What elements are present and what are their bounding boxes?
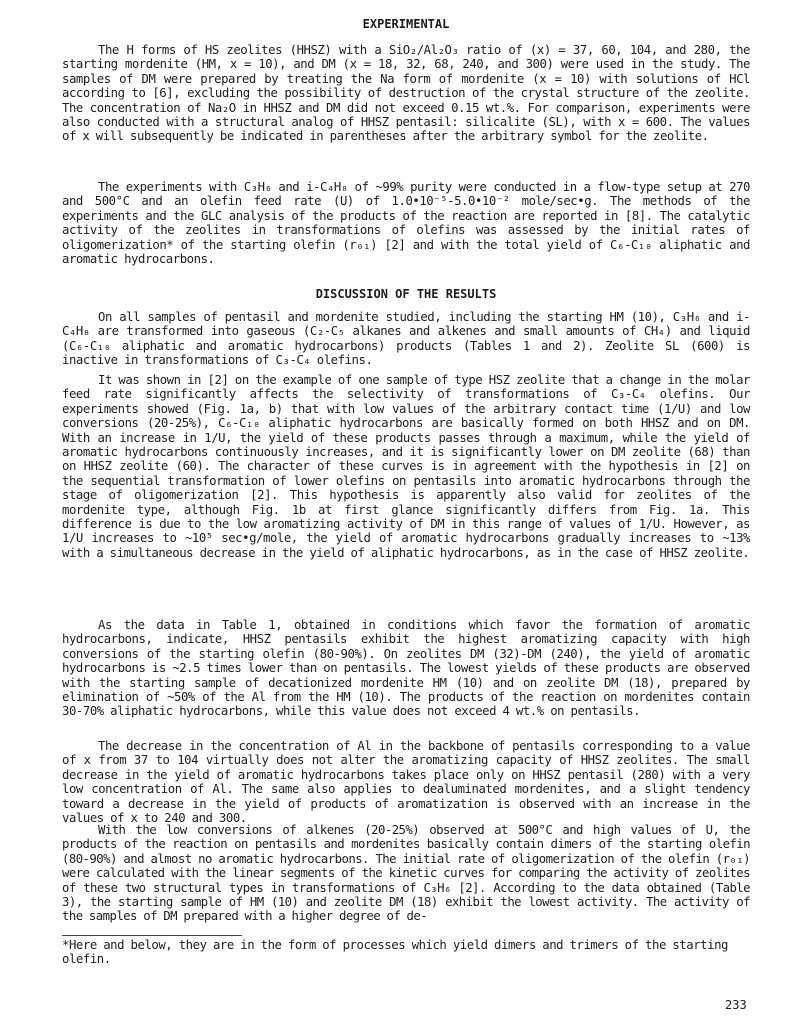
paper-page — [62, 0, 750, 1032]
paragraph-products-overview: On all samples of pentasil and mordenite studied, including the starting HM (10), C₃H₆ and i-C₄H₈ are transformed into gaseous (C₂-C₅ alkanes and alkenes and small amounts of CH₄) and liquid (C₆-C₁₀ aliphatic and aromatic hydrocarbons) products (Tables 1 and 2). Zeolite SL (600) is inactive in transformations of C₃-C₄ olefins. — [62, 310, 750, 368]
footnote-divider — [62, 935, 242, 936]
paragraph-al-concentration: The decrease in the concentration of Al in the backbone of pentasils corresponding to a value of x from 37 to 104 virtually does not alter the aromatizing capacity of HHSZ zeolites. The small decrease in the yield of aromatic hydrocarbons takes place only on HHSZ pentasil (280) with a very low concentration of Al. The same also applies to dealuminated mordenites, and a slight tendency toward a decrease in the yield of products of aromatization is observed with an increase in the values of x to 240 and 300. — [62, 739, 750, 826]
paragraph-table1-aromatizing: As the data in Table 1, obtained in conditions which favor the formation of aromatic hydrocarbons, indicate, HHSZ pentasils exhibit the highest aromatizing capacity with high conversions of the starting olefin (80-90%). On zeolites DM (32)-DM (240), the yield of aromatic hydrocarbons is ~2.5 times lower than on pentasils. The lowest yields of these products are observed with the starting sample of decationized mordenite HM (10) and on zeolite DM (18), prepared by elimination of ~50% of the Al from the HM (10). The products of the reaction on mordenites contain 30-70% aliphatic hydrocarbons, while this value does not exceed 4 wt.% on pentasils. — [62, 618, 750, 719]
paragraph-experiment-methods: The experiments with C₃H₆ and i-C₄H₈ of ~99% purity were conducted in a flow-type setup at 270 and 500°C and an olefin feed rate (U) of 1.0•10⁻⁵-5.0•10⁻² mole/sec•g. The methods of the experiments and the GLC analysis of the products of the reaction are reported in [8]. The catalytic activity of the zeolites in transformations of olefins was assessed by the initial rates of oligomerization* of the starting olefin (r₀₁) [2] and with the total yield of C₆-C₁₀ aliphatic and aromatic hydrocarbons. — [62, 180, 750, 267]
footnote: *Here and below, they are in the form of processes which yield dimers and trimers of the starting olefin. — [62, 938, 728, 967]
page-number: 233 — [725, 998, 747, 1012]
section-heading-discussion: DISCUSSION OF THE RESULTS — [315, 287, 497, 301]
paragraph-feed-rate-selectivity: It was shown in [2] on the example of one sample of type HSZ zeolite that a change in the molar feed rate significantly affects the selectivity of transformations of C₃-C₄ olefins. Our experiments showed (Fig. 1a, b) that with low values of the arbitrary contact time (1/U) and low conversions (20-25%), C₆-C₁₀ aliphatic hydrocarbons are basically formed on both HHSZ and on DM. With an increase in 1/U, the yield of these products passes through a maximum, while the yield of aromatic hydrocarbons continuously increases, and it is significantly lower on DM zeolite (68) than on HHSZ zeolite (60). The character of these curves is in agreement with the hypothesis in [2] on the sequential transformation of lower olefins on pentasils into aromatic hydrocarbons through the stage of oligomerization [2]. This hypothesis is apparently also valid for zeolites of the mordenite type, although Fig. 1b at first glance significantly differs from Fig. 1a. This difference is due to the low aromatizing activity of DM in this range of values of 1/U. However, as 1/U increases to ~10⁵ sec•g/mole, the yield of aromatic hydrocarbons gradually increases to ~13% with a simultaneous decrease in the yield of aliphatic hydrocarbons, as in the case of HHSZ zeolite. — [62, 373, 750, 560]
section-heading-experimental: EXPERIMENTAL — [362, 17, 450, 31]
paragraph-oligomerization-rate: With the low conversions of alkenes (20-25%) observed at 500°C and high values of U, the products of the reaction on pentasils and mordenites basically contain dimers of the starting olefin (80-90%) and almost no aromatic hydrocarbons. The initial rate of oligomerization of the olefin (r₀₁) were calculated with the linear segments of the kinetic curves for comparing the activity of zeolites of these two structural types in transformations of C₃H₆ [2]. According to the data obtained (Table 3), the starting sample of HM (10) and zeolite DM (18) exhibit the lowest activity. The activity of the samples of DM prepared with a higher degree of de- — [62, 823, 750, 924]
paragraph-zeolite-samples: The H forms of HS zeolites (HHSZ) with a SiO₂/Al₂O₃ ratio of (x) = 37, 60, 104, and 280, the starting mordenite (HM, x = 10), and DM (x = 18, 32, 68, 240, and 300) were used in the study. The samples of DM were prepared by treating the Na form of mordenite (x = 10) with solutions of HCl according to [6], excluding the possibility of destruction of the crystal structure of the zeolite. The concentration of Na₂O in HHSZ and DM did not exceed 0.15 wt.%. For comparison, experiments were also conducted with a structural analog of HHSZ pentasil: silicalite (SL), with x = 600. The values of x will subsequently be indicated in parentheses after the arbitrary symbol for the zeolite. — [62, 43, 750, 144]
